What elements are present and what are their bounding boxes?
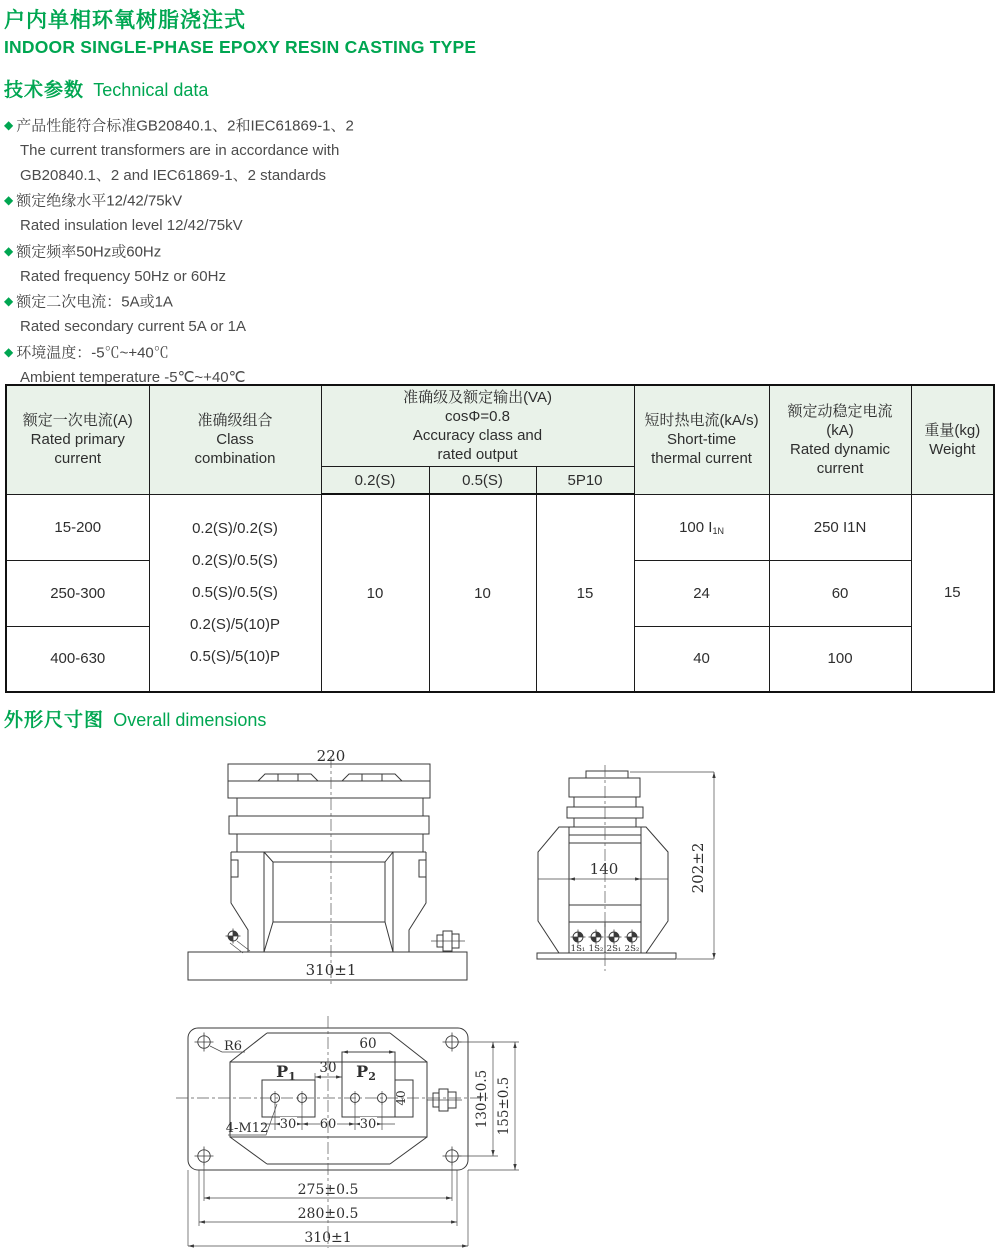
col-header-dynamic-current: 额定动稳定电流 (kA) Rated dynamic current xyxy=(769,385,911,494)
col-header-accuracy-output: 准确级及额定输出(VA) cosΦ=0.8 Accuracy class and rated output xyxy=(321,385,634,467)
feature-zh: 额定二次电流：5A或1A xyxy=(16,293,173,311)
feature-zh: 额定绝缘水平12/42/75kV xyxy=(16,192,183,210)
terminal-label: 2S₁ xyxy=(606,944,622,954)
dim-label-30-right: 30 xyxy=(359,1117,377,1132)
terminal-2s2-icon xyxy=(625,930,640,945)
section-technical-zh: 技术参数 xyxy=(4,80,85,101)
terminal-label: 1S₁ xyxy=(570,944,586,954)
subcol-02s: 0.2(S) xyxy=(321,467,429,495)
dim-label-30-center: 30 xyxy=(319,1060,337,1076)
feature-zh: 额定频率50Hz或60Hz xyxy=(16,243,162,260)
cell-weight: 15 xyxy=(911,494,994,692)
technical-data-table xyxy=(5,384,995,693)
feature-zh: 产品性能符合标准GB20840.1、2和IEC61869-1、2 xyxy=(16,117,354,135)
page-title-en: INDOOR SINGLE-PHASE EPOXY RESIN CASTING TYPE xyxy=(4,37,477,57)
terminal-2s1-icon xyxy=(607,930,622,945)
table-row xyxy=(6,494,994,560)
cell-primary: 400-630 xyxy=(6,626,149,692)
feature-en: Rated insulation level 12/42/75kV xyxy=(20,217,243,234)
terminal-1s2-icon xyxy=(589,930,604,945)
subcol-05s: 0.5(S) xyxy=(429,467,536,495)
dim-label-front-base: 310±1 xyxy=(305,961,357,979)
feature-standards xyxy=(4,113,354,188)
col-header-primary-current: 额定一次电流(A) Rated primary current xyxy=(6,385,149,494)
cell-dynamic: 100 xyxy=(769,626,911,692)
terminal-1s1-icon xyxy=(571,930,586,945)
cell-va-02s: 10 xyxy=(321,494,429,692)
terminal-label: 2S₂ xyxy=(624,944,640,954)
dim-label-radius: R6 xyxy=(223,1039,243,1054)
feature-en: Rated frequency 50Hz or 60Hz xyxy=(20,267,226,285)
col-header-class-combination: 准确级组合 Class combination xyxy=(149,385,321,494)
col-header-thermal-current: 短时热电流(kA/s) Short-time thermal current xyxy=(634,385,769,494)
feature-zh: 环境温度：-5℃~+40℃ xyxy=(16,344,169,361)
cell-primary: 15-200 xyxy=(6,494,149,560)
diamond-bullet-icon: ◆ xyxy=(4,118,14,132)
dim-label-40: 40 xyxy=(394,1090,408,1106)
terminal-p2-label: P2 xyxy=(356,1062,376,1083)
feature-frequency xyxy=(4,239,354,290)
front-view-drawing xyxy=(188,747,467,986)
cell-primary: 250-300 xyxy=(6,560,149,626)
terminal-p1-label: P1 xyxy=(276,1062,296,1083)
dimension-drawings xyxy=(0,740,1000,1250)
feature-en: The current transformers are in accordance with xyxy=(20,142,340,159)
section-dimensions-zh: 外形尺寸图 xyxy=(4,710,105,731)
feature-list xyxy=(4,113,354,390)
feature-ambient-temperature xyxy=(4,340,354,391)
dim-label-130: 130±0.5 xyxy=(474,1069,490,1129)
cell-thermal: 100 $I_{1N}$ xyxy=(634,494,769,560)
feature-secondary-current xyxy=(4,289,354,340)
mounting-hole-icon xyxy=(195,1147,214,1166)
terminal-label: 1S₂ xyxy=(588,944,604,954)
dim-label-face-width: 140 xyxy=(589,860,619,878)
ground-bolt-icon xyxy=(226,929,241,944)
section-technical-en: Technical data xyxy=(93,80,209,100)
feature-en: Ambient temperature -5℃~+40℃ xyxy=(20,368,246,386)
diamond-bullet-icon: ◆ xyxy=(4,344,14,359)
cell-va-05s: 10 xyxy=(429,494,536,692)
col-header-weight: 重量(kg) Weight xyxy=(911,385,994,494)
cell-thermal: 24 xyxy=(634,560,769,626)
title-block xyxy=(4,8,476,58)
feature-en: Rated secondary current 5A or 1A xyxy=(20,318,246,335)
cell-dynamic: 250 I1N xyxy=(769,494,911,560)
side-view-drawing xyxy=(537,765,714,971)
dim-label-60-top: 60 xyxy=(359,1036,377,1052)
cell-class-combinations: 0.2(S)/0.2(S) 0.2(S)/0.5(S) 0.5(S)/0.5(S) 0.2(S)/5(10)P 0.5(S)/5(10)P xyxy=(149,494,321,692)
section-dimensions-en: Overall dimensions xyxy=(113,710,267,730)
dim-label-155: 155±0.5 xyxy=(496,1076,512,1136)
mounting-hole-icon xyxy=(195,1033,214,1052)
dim-label-280: 280±0.5 xyxy=(297,1206,359,1222)
feature-en: GB20840.1、2 and IEC61869-1、2 standards xyxy=(20,166,327,184)
dim-label-310: 310±1 xyxy=(304,1230,352,1246)
diamond-bullet-icon: ◆ xyxy=(4,243,14,258)
cell-dynamic: 60 xyxy=(769,560,911,626)
dim-label-275: 275±0.5 xyxy=(297,1182,359,1198)
dim-label-front-width: 220 xyxy=(316,747,346,765)
diamond-bullet-icon: ◆ xyxy=(4,294,14,308)
section-overall-dimensions xyxy=(4,708,266,733)
subcol-5p10: 5P10 xyxy=(536,467,634,495)
dim-label-height: 202±2 xyxy=(689,842,707,894)
section-technical-data xyxy=(4,78,208,103)
cell-va-5p10: 15 xyxy=(536,494,634,692)
cell-thermal: 40 xyxy=(634,626,769,692)
dim-label-60-bottom: 60 xyxy=(319,1117,337,1132)
dim-label-30-left: 30 xyxy=(279,1117,297,1132)
feature-insulation xyxy=(4,188,354,239)
front-view-outline xyxy=(188,764,467,980)
dim-label-bolts: 4-M12 xyxy=(225,1121,269,1136)
plan-view-drawing xyxy=(176,1016,519,1248)
diamond-bullet-icon: ◆ xyxy=(4,193,14,207)
page-title-zh: 户内单相环氧树脂浇注式 xyxy=(4,9,246,32)
